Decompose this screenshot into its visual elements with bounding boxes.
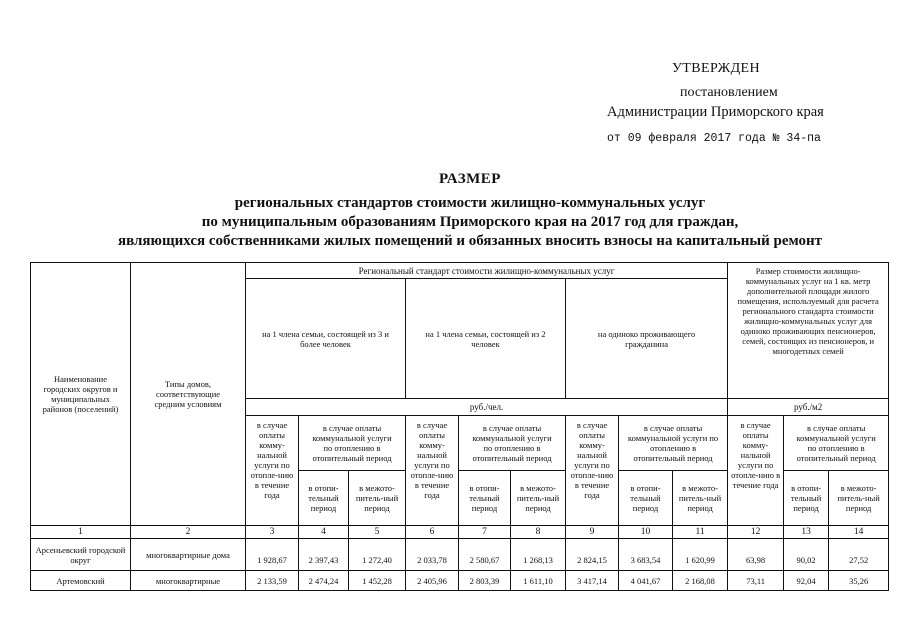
cell-value: 1 928,67 (246, 539, 299, 571)
cell-value: 4 041,67 (619, 571, 673, 591)
column-number: 9 (566, 526, 619, 539)
cell-value: 92,04 (784, 571, 829, 591)
column-number: 10 (619, 526, 673, 539)
column-number: 6 (406, 526, 459, 539)
header-single-resident: на одиноко проживающего гражданина (566, 279, 728, 399)
cell-house-type: многоквартирные дома (131, 539, 246, 571)
cell-house-type: многоквартирные (131, 571, 246, 591)
column-number: 3 (246, 526, 299, 539)
cell-value: 2 580,67 (459, 539, 511, 571)
header-yearly-heating-payment: в случае оплаты комму-нальной услуги по отопле-нию в течение года (566, 416, 619, 526)
cell-value: 2 824,15 (566, 539, 619, 571)
cell-value: 2 133,59 (246, 571, 299, 591)
header-yearly-heating-payment: в случае оплаты комму-нальной услуги по отопле-нию в течение года (406, 416, 459, 526)
cell-value: 3 683,54 (619, 539, 673, 571)
unit-rub-per-sqm: руб./м2 (728, 399, 889, 416)
cell-value: 1 620,99 (673, 539, 728, 571)
header-heating-period: в отопи-тельный период (784, 471, 829, 526)
header-heating-period-payment: в случае оплаты коммунальной услуги по отоплению в отопительный период (619, 416, 728, 471)
cell-value: 1 611,10 (511, 571, 566, 591)
header-off-heating-period: в межото-питель-ный период (673, 471, 728, 526)
header-heating-period-payment: в случае оплаты коммунальной услуги по отоплению в отопительный период (459, 416, 566, 471)
header-off-heating-period: в межото-питель-ный период (829, 471, 889, 526)
cell-value: 35,26 (829, 571, 889, 591)
column-number: 8 (511, 526, 566, 539)
column-number: 2 (131, 526, 246, 539)
document-heading (30, 170, 905, 251)
header-off-heating-period: в межото-питель-ный период (349, 471, 406, 526)
cell-value: 27,52 (829, 539, 889, 571)
column-number: 5 (349, 526, 406, 539)
cell-value: 63,98 (728, 539, 784, 571)
cell-value: 2 168,08 (673, 571, 728, 591)
header-family-3-plus: на 1 члена семьи, состоящей из 3 и более человек (246, 279, 406, 399)
approval-decree-line: постановлением (680, 85, 778, 100)
column-number: 12 (728, 526, 784, 539)
header-family-2: на 1 члена семьи, состоящей из 2 человек (406, 279, 566, 399)
cell-value: 90,02 (784, 539, 829, 571)
header-heating-period-payment: в случае оплаты коммунальной услуги по отоплению в отопительный период (299, 416, 406, 471)
column-numbers-row (31, 526, 889, 539)
cell-value: 1 452,28 (349, 571, 406, 591)
cell-value: 1 268,13 (511, 539, 566, 571)
approval-title: УТВЕРЖДЕН (672, 61, 761, 76)
unit-rub-per-person: руб./чел. (246, 399, 728, 416)
cell-municipality: Артемовский (31, 571, 131, 591)
cell-value: 2 405,96 (406, 571, 459, 591)
header-regional-standard: Региональный стандарт стоимости жилищно-коммунальных услуг (246, 263, 728, 279)
column-number: 7 (459, 526, 511, 539)
header-heating-period-payment: в случае оплаты коммунальной услуги по отоплению в отопительный период (784, 416, 889, 471)
header-additional-area-cost: Размер стоимости жилищно-коммунальных услуг на 1 кв. метр дополнительной площади жилого помещения, используемый для расчета регионального стандарта стоимости жилищно-коммунальных услуг для одиноко проживающих пенсионеров, семей, состоящих из пенсионеров, и многодетных семей (728, 263, 889, 399)
column-number: 1 (31, 526, 131, 539)
table-row (31, 539, 889, 571)
cell-municipality: Арсеньевский городской округ (31, 539, 131, 571)
document-subtitle-line: являющихся собственниками жилых помещений и обязанных вносить взносы на капитальный ремонт (117, 233, 823, 249)
column-number: 13 (784, 526, 829, 539)
cell-value: 2 397,43 (299, 539, 349, 571)
cell-value: 3 417,14 (566, 571, 619, 591)
approval-authority-line: Администрации Приморского края (607, 104, 824, 120)
cell-value: 2 474,24 (299, 571, 349, 591)
cell-value: 73,11 (728, 571, 784, 591)
table-row (31, 571, 889, 591)
header-house-type: Типы домов, соответствующие средним условиям (131, 263, 246, 526)
document-title: РАЗМЕР (439, 171, 501, 187)
header-heating-period: в отопи-тельный период (299, 471, 349, 526)
standards-table (30, 262, 889, 591)
cell-value: 1 272,40 (349, 539, 406, 571)
header-municipality: Наименование городских округов и муниципальных районов (поселений) (31, 263, 131, 526)
cell-value: 2 033,78 (406, 539, 459, 571)
header-yearly-heating-payment: в случае оплаты комму-нальной услуги по отопле-нию в течение года (728, 416, 784, 526)
header-heating-period: в отопи-тельный период (619, 471, 673, 526)
header-off-heating-period: в межото-питель-ный период (511, 471, 566, 526)
column-number: 11 (673, 526, 728, 539)
header-yearly-heating-payment: в случае оплаты комму-нальной услуги по отопле-нию в течение года (246, 416, 299, 526)
cell-value: 2 803,39 (459, 571, 511, 591)
document-subtitle-line: региональных стандартов стоимости жилищно-коммунальных услуг (234, 195, 706, 211)
approval-date-line: от 09 февраля 2017 года № 34-па (607, 132, 821, 145)
column-number: 14 (829, 526, 889, 539)
header-heating-period: в отопи-тельный период (459, 471, 511, 526)
column-number: 4 (299, 526, 349, 539)
document-subtitle-line: по муниципальным образованиям Приморского края на 2017 год для граждан, (201, 214, 739, 230)
